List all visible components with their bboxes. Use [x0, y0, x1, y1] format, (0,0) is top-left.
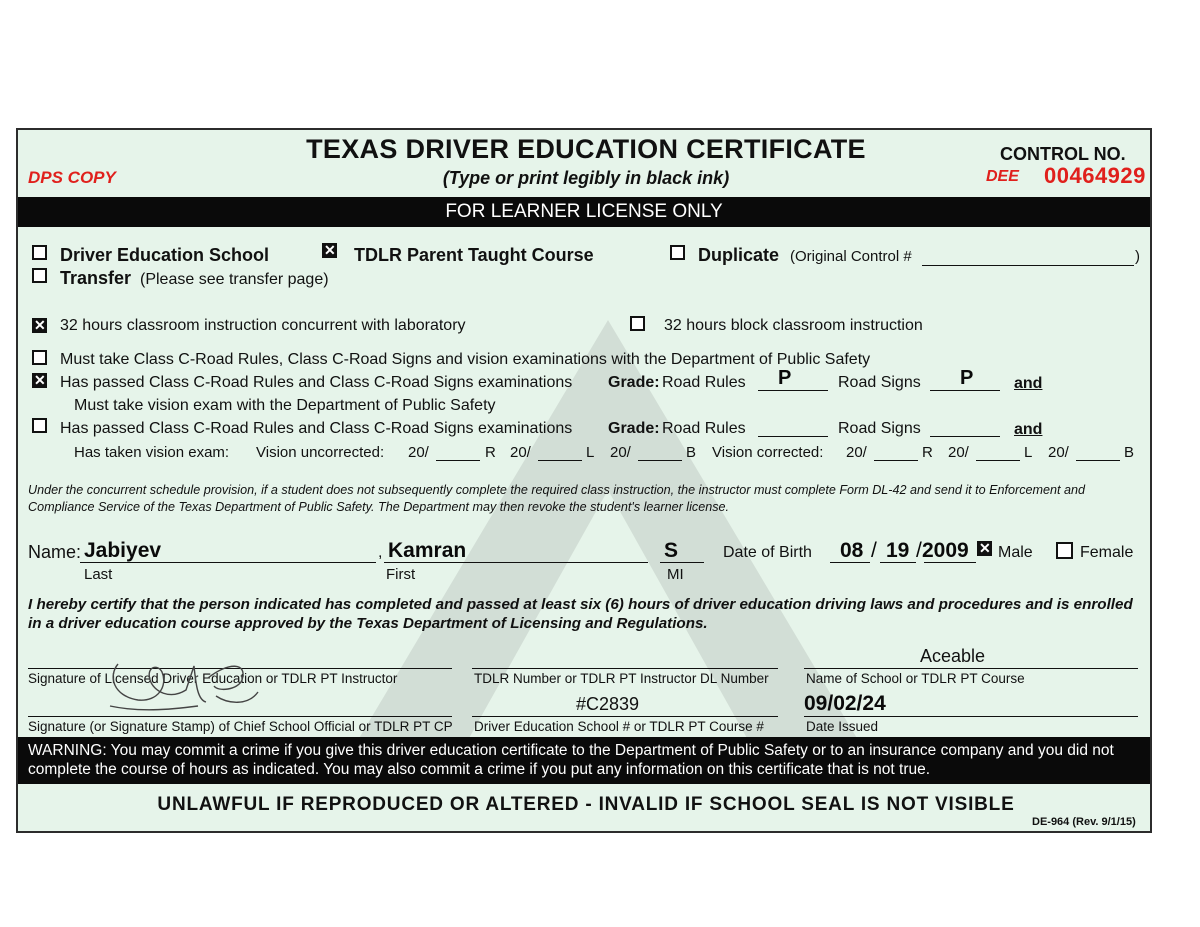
vision-taken-label: Has taken vision exam: [74, 444, 230, 461]
and-label-2: and [1014, 421, 1043, 438]
warning-banner: WARNING: You may commit a crime if you give this driver education certificate to the Department of Public Safety or to an insurance company and you did not complete the course of hours as indicated. You may also commit a crime if you put any information on this certificate that is not true. [18, 737, 1150, 784]
control-label: CONTROL NO. [1000, 144, 1126, 164]
corrected-l-label: L [1024, 444, 1033, 461]
road-signs-grade-field-2[interactable] [930, 418, 1000, 437]
corrected-b-label: B [1124, 444, 1135, 461]
corrected-b-field[interactable] [1076, 444, 1120, 461]
uncorrected-b-label: B [686, 444, 697, 461]
original-control-field[interactable] [922, 249, 1134, 266]
mi-label: MI [667, 566, 684, 583]
uncorrected-b-field[interactable] [638, 444, 682, 461]
driver-education-school-checkbox[interactable] [32, 245, 47, 260]
female-label: Female [1080, 544, 1134, 561]
corrected-l-prefix: 20/ [948, 444, 969, 461]
concurrent-schedule-notice: Under the concurrent schedule provision, if a student does not subsequently complete the required class instruction, the instructor must complete Form DL-42 and send it to Enforcement and Compliance Service of the Texas Department of Public Safety. The Department may then revoke the student's learner license. [28, 483, 1086, 514]
tdlr-number-label: TDLR Number or TDLR PT Instructor DL Number [474, 671, 769, 686]
name-label: Name: [28, 542, 82, 562]
corrected-r-field[interactable] [874, 444, 918, 461]
date-issued-label: Date Issued [806, 719, 879, 734]
road-rules-label: Road Rules [662, 374, 746, 391]
school-name-field[interactable]: Aceable [804, 646, 1138, 669]
dob-month-field[interactable]: 08 [830, 540, 870, 563]
chief-signature-field[interactable] [28, 698, 452, 717]
unlawful-notice: UNLAWFUL IF REPRODUCED OR ALTERED - INVALID IF SCHOOL SEAL IS NOT VISIBLE [157, 794, 1015, 815]
control-number: 00464929 [1044, 163, 1146, 188]
road-signs-grade-field[interactable]: P [930, 370, 1000, 391]
passed-exams-checkbox[interactable]: ✕ [34, 372, 46, 388]
hours-concurrent-label: 32 hours classroom instruction concurrent with laboratory [60, 317, 466, 334]
dob-slash-1: / [871, 539, 877, 562]
middle-initial-field[interactable]: S [660, 540, 704, 563]
dob-year-field[interactable]: 2009 [924, 540, 976, 563]
dob-day-field[interactable]: 19 [880, 540, 916, 563]
form-number: DE-964 (Rev. 9/1/15) [1032, 816, 1136, 828]
duplicate-original-control-label: (Original Control # [790, 248, 912, 265]
certification-statement: I hereby certify that the person indicated has completed and passed at least six (6) hours of driver education driving laws and procedures and is enrolled in a driver education course approved by the Texas Department of Licensing and Regulations. [28, 596, 1133, 632]
hours-block-label: 32 hours block classroom instruction [664, 317, 923, 334]
control-prefix: DEE [986, 168, 1019, 185]
must-take-exams-label: Must take Class C-Road Rules, Class C-Road Signs and vision examinations with the Department of Public Safety [60, 351, 871, 368]
uncorrected-r-prefix: 20/ [408, 444, 429, 461]
vision-uncorrected-label: Vision uncorrected: [256, 444, 385, 461]
corrected-l-field[interactable] [976, 444, 1020, 461]
course-number-field[interactable]: #C2839 [472, 694, 778, 717]
certificate [16, 128, 1152, 833]
page-title: TEXAS DRIVER EDUCATION CERTIFICATE [306, 134, 866, 164]
male-checkbox[interactable]: ✕ [979, 540, 991, 556]
first-label: First [386, 566, 416, 583]
chief-signature-label: Signature (or Signature Stamp) of Chief School Official or TDLR PT CP [28, 719, 453, 734]
dob-slash-2: / [916, 539, 922, 562]
grade-label-2: Grade: [608, 420, 660, 437]
uncorrected-l-label: L [586, 444, 595, 461]
male-label: Male [998, 544, 1033, 561]
transfer-label: Transfer [60, 268, 132, 288]
and-label-1: and [1014, 375, 1043, 392]
last-label: Last [84, 566, 113, 583]
course-number-label: Driver Education School # or TDLR PT Course # [474, 719, 764, 734]
first-name-field[interactable]: Kamran [384, 540, 648, 563]
transfer-checkbox[interactable] [32, 268, 47, 283]
school-name-label: Name of School or TDLR PT Course [806, 671, 1025, 686]
tdlr-number-field[interactable] [472, 650, 778, 669]
uncorrected-r-label: R [485, 444, 496, 461]
name-comma: , [378, 544, 383, 561]
corrected-r-label: R [922, 444, 933, 461]
page-subtitle: (Type or print legibly in black ink) [442, 168, 730, 188]
vision-exam-note: Must take vision exam with the Department of Public Safety [74, 397, 496, 414]
vision-corrected-label: Vision corrected: [712, 444, 824, 461]
tdlr-parent-taught-checkbox[interactable]: ✕ [324, 242, 336, 258]
uncorrected-b-prefix: 20/ [610, 444, 631, 461]
road-rules-grade-field[interactable]: P [758, 370, 828, 391]
hours-concurrent-checkbox[interactable]: ✕ [34, 317, 46, 333]
must-take-exams-checkbox[interactable] [32, 350, 47, 365]
duplicate-checkbox[interactable] [670, 245, 685, 260]
passed-exams-vision-label: Has passed Class C-Road Rules and Class C-Road Signs examinations [60, 420, 573, 437]
tdlr-parent-taught-label: TDLR Parent Taught Course [354, 245, 594, 265]
learner-license-banner: FOR LEARNER LICENSE ONLY [18, 197, 1150, 227]
passed-exams-label: Has passed Class C-Road Rules and Class C-Road Signs examinations [60, 374, 573, 391]
corrected-r-prefix: 20/ [846, 444, 867, 461]
female-checkbox[interactable] [1056, 542, 1073, 559]
passed-exams-vision-checkbox[interactable] [32, 418, 47, 433]
uncorrected-r-field[interactable] [436, 444, 480, 461]
road-signs-label: Road Signs [838, 374, 921, 391]
last-name-field[interactable]: Jabiyev [80, 540, 376, 563]
uncorrected-l-field[interactable] [538, 444, 582, 461]
driver-education-school-label: Driver Education School [60, 245, 270, 265]
instructor-signature-label: Signature of Licensed Driver Education or TDLR PT Instructor [28, 671, 398, 686]
dob-label: Date of Birth [723, 544, 812, 561]
grade-label: Grade: [608, 374, 660, 391]
road-rules-grade-field-2[interactable] [758, 418, 828, 437]
duplicate-label: Duplicate [698, 245, 780, 265]
road-signs-label-2: Road Signs [838, 420, 921, 437]
duplicate-close-paren: ) [1135, 248, 1140, 265]
copy-label: DPS COPY [28, 168, 116, 187]
transfer-note: (Please see transfer page) [140, 271, 329, 288]
date-issued-field[interactable]: 09/02/24 [804, 692, 1138, 717]
hours-block-checkbox[interactable] [630, 316, 645, 331]
road-rules-label-2: Road Rules [662, 420, 746, 437]
uncorrected-l-prefix: 20/ [510, 444, 531, 461]
corrected-b-prefix: 20/ [1048, 444, 1069, 461]
